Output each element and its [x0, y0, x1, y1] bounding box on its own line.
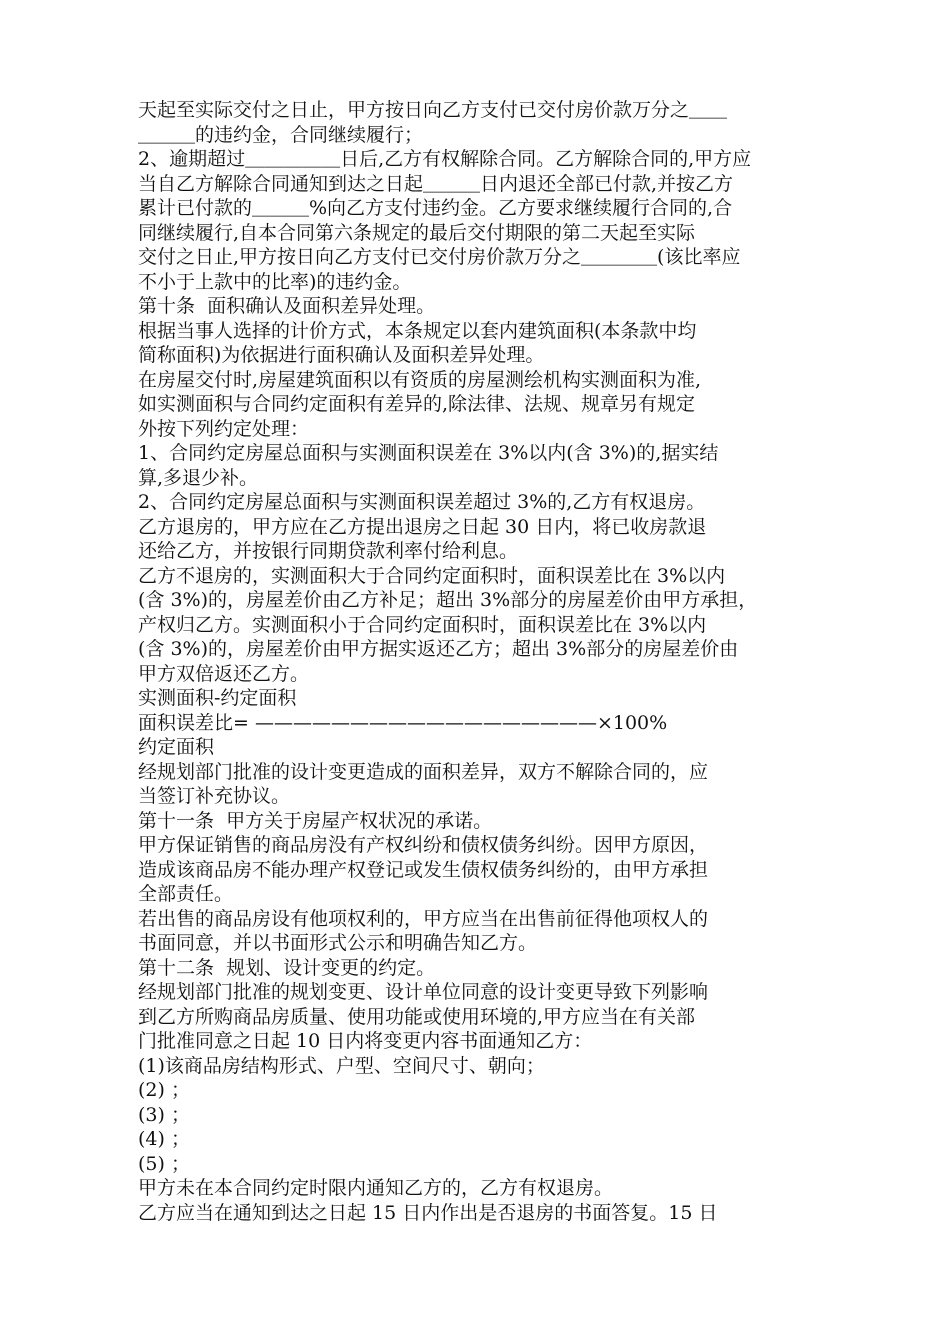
- text-line: ＿＿＿的违约金，合同继续履行；: [138, 123, 424, 146]
- text-line: 乙方不退房的，实测面积大于合同约定面积时，面积误差比在 3%以内: [138, 564, 726, 587]
- text-line: 甲方未在本合同约定时限内通知乙方的，乙方有权退房。: [138, 1177, 614, 1199]
- list-item: (2) ；: [138, 1079, 190, 1101]
- text-line: 不小于上款中的比率)的违约金。: [138, 270, 412, 293]
- text-line: 乙方应当在通知到达之日起 15 日内作出是否退房的书面答复。15 日: [138, 1201, 718, 1224]
- text-line: 造成该商品房不能办理产权登记或发生债权债务纠纷的，由甲方承担: [138, 858, 709, 881]
- text-line: 简称面积)为依据进行面积确认及面积差异处理。: [138, 344, 545, 366]
- text-line: 2、逾期超过＿＿＿＿＿日后,乙方有权解除合同。乙方解除合同的,甲方应: [138, 148, 752, 170]
- text-line: 天起至实际交付之日止，甲方按日向乙方支付已交付房价款万分之＿＿: [138, 99, 728, 121]
- text-line: 同继续履行,自本合同第六条规定的最后交付期限的第二天起至实际: [138, 221, 696, 244]
- formula-line: 面积误差比= ——————————————————×100%: [138, 711, 668, 734]
- section-heading: 第十一条 甲方关于房屋产权状况的承诺。: [138, 809, 493, 832]
- text-line: 甲方保证销售的商品房没有产权纠纷和债权债务纠纷。因甲方原因，: [138, 834, 709, 856]
- text-line: (含 3%)的，房屋差价由甲方据实返还乙方；超出 3%部分的房屋差价由: [138, 638, 739, 660]
- section-heading: 第十条 面积确认及面积差异处理。: [138, 295, 436, 317]
- text-line: 乙方退房的，甲方应在乙方提出退房之日起 30 日内，将已收房款退: [138, 515, 707, 538]
- text-line: 累计已付款的＿＿＿%向乙方支付违约金。乙方要求继续履行合同的,合: [138, 197, 733, 219]
- text-line: 2、合同约定房屋总面积与实测面积误差超过 3%的,乙方有权退房。: [138, 491, 706, 513]
- text-line: 外按下列约定处理：: [138, 417, 310, 440]
- text-line: 当签订补充协议。: [138, 785, 291, 807]
- text-line: 产权归乙方。实测面积小于合同约定面积时，面积误差比在 3%以内: [138, 613, 707, 636]
- list-item: (5) ；: [138, 1152, 190, 1175]
- section-heading: 第十二条 规划、设计变更的约定。: [138, 956, 436, 979]
- text-line: 如实测面积与合同约定面积有差异的,除法律、法规、规章另有规定: [138, 393, 696, 415]
- formula-numerator: 实测面积-约定面积: [138, 687, 297, 709]
- text-line: 书面同意，并以书面形式公示和明确告知乙方。: [138, 932, 538, 954]
- text-line: 当自乙方解除合同通知到达之日起＿＿＿日内退还全部已付款,并按乙方: [138, 172, 734, 195]
- text-line: 根据当事人选择的计价方式，本条规定以套内建筑面积(本条款中均: [138, 319, 697, 342]
- text-line: 若出售的商品房设有他项权利的，甲方应当在出售前征得他项权人的: [138, 907, 709, 930]
- text-line: 经规划部门批准的设计变更造成的面积差异，双方不解除合同的，应: [138, 760, 709, 783]
- text-line: 全部责任。: [138, 883, 234, 905]
- text-line: 还给乙方，并按银行同期贷款利率付给利息。: [138, 540, 519, 562]
- text-line: 算,多退少补。: [138, 466, 259, 489]
- list-item: (1)该商品房结构形式、户型、空间尺寸、朝向；: [138, 1054, 545, 1077]
- text-line: 到乙方所购商品房质量、使用功能或使用环境的,甲方应当在有关部: [138, 1005, 696, 1028]
- document-page: [138, 98, 818, 1225]
- list-item: (4) ；: [138, 1128, 190, 1150]
- text-line: 1、合同约定房屋总面积与实测面积误差在 3%以内(含 3%)的,据实结: [138, 442, 719, 464]
- list-item: (3) ；: [138, 1103, 190, 1126]
- text-line: 在房屋交付时,房屋建筑面积以有资质的房屋测绘机构实测面积为准,: [138, 368, 702, 391]
- text-line: 门批准同意之日起 10 日内将变更内容书面通知乙方：: [138, 1030, 593, 1052]
- text-line: (含 3%)的，房屋差价由乙方补足；超出 3%部分的房屋差价由甲方承担，: [138, 589, 758, 611]
- text-line: 交付之日止,甲方按日向乙方支付已交付房价款万分之＿＿＿＿(该比率应: [138, 246, 741, 268]
- text-line: 甲方双倍返还乙方。: [138, 662, 310, 685]
- formula-denominator: 约定面积: [138, 736, 215, 758]
- text-line: 经规划部门批准的规划变更、设计单位同意的设计变更导致下列影响: [138, 981, 709, 1003]
